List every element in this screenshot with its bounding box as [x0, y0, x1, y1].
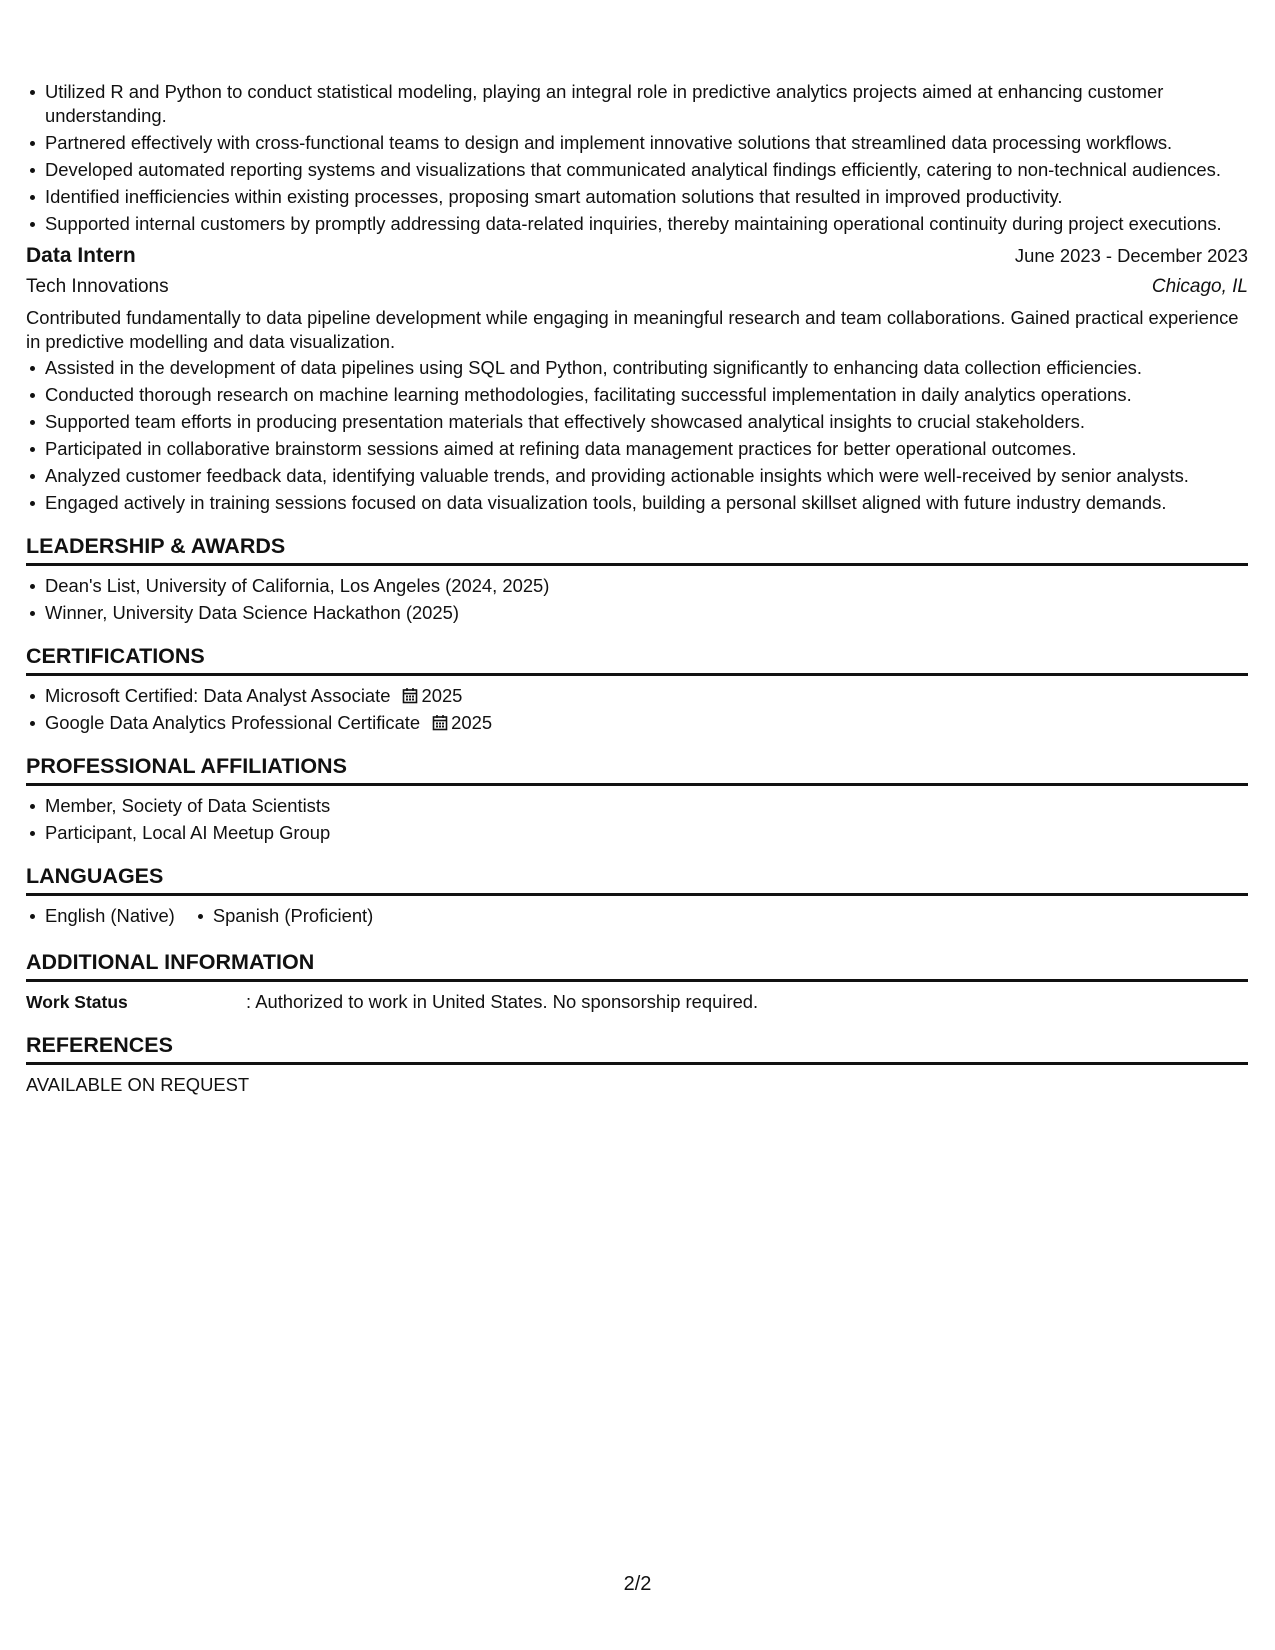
- section-references: [26, 1030, 1248, 1097]
- job-subheader: [26, 272, 1248, 302]
- work-status-value: : Authorized to work in United States. No sponsorship required.: [246, 991, 759, 1012]
- job-title: Data Intern: [26, 244, 136, 267]
- list-item: Identified inefficiencies within existing processes, proposing smart automation solutions that resulted in improved productivity.: [45, 185, 1248, 209]
- section-certifications: [26, 641, 1248, 735]
- job-header: [26, 240, 1248, 272]
- job-location: Chicago, IL: [1151, 276, 1248, 297]
- list-item: Conducted thorough research on machine learning methodologies, facilitating successful implementation in daily analytics operations.: [45, 383, 1248, 407]
- page-number: 2/2: [623, 1573, 652, 1595]
- list-item: Utilized R and Python to conduct statistical modeling, playing an integral role in predictive analytics projects aimed at enhancing customer understanding.: [45, 80, 1248, 128]
- job-bullets: [26, 356, 1248, 515]
- list-item: Supported internal customers by promptly addressing data-related inquiries, thereby maintaining operational continuity during project executions.: [45, 212, 1248, 236]
- work-status-label: Work Status: [26, 992, 128, 1012]
- work-status-row: [26, 990, 1248, 1014]
- list-item: Developed automated reporting systems and visualizations that communicated analytical findings efficiently, catering to non-technical audiences.: [45, 158, 1248, 182]
- list-item: [45, 684, 1248, 708]
- section-title: REFERENCES: [26, 1030, 1248, 1065]
- calendar-icon: [402, 686, 418, 703]
- certifications-list: [26, 684, 1248, 735]
- section-additional-info: [26, 947, 1248, 1014]
- certification-year: 2025: [451, 712, 493, 733]
- list-item: Member, Society of Data Scientists: [45, 794, 1248, 818]
- languages-list: [26, 904, 1248, 931]
- list-item: Assisted in the development of data pipelines using SQL and Python, contributing significantly to enhancing data collection efficiencies.: [45, 356, 1248, 380]
- previous-job-bullets: [26, 80, 1248, 236]
- list-item: Winner, University Data Science Hackathon (2025): [45, 601, 1248, 625]
- section-title: LANGUAGES: [26, 861, 1248, 896]
- section-title: LEADERSHIP & AWARDS: [26, 531, 1248, 566]
- section-title: PROFESSIONAL AFFILIATIONS: [26, 751, 1248, 786]
- certification-name: Microsoft Certified: Data Analyst Associate: [45, 685, 391, 706]
- section-affiliations: [26, 751, 1248, 845]
- section-title: CERTIFICATIONS: [26, 641, 1248, 676]
- certification-year: 2025: [421, 685, 463, 706]
- calendar-icon: [432, 713, 448, 730]
- affiliations-list: [26, 794, 1248, 845]
- references-text: AVAILABLE ON REQUEST: [26, 1074, 250, 1095]
- company-name: Tech Innovations: [26, 276, 169, 297]
- section-languages: [26, 861, 1248, 931]
- section-title: ADDITIONAL INFORMATION: [26, 947, 1248, 982]
- job-entry-data-intern: [26, 240, 1248, 515]
- list-item: Participated in collaborative brainstorm sessions aimed at refining data management practices for better operational outcomes.: [45, 437, 1248, 461]
- list-item: Analyzed customer feedback data, identifying valuable trends, and providing actionable insights which were well-received by senior analysts.: [45, 464, 1248, 488]
- list-item: Partnered effectively with cross-functional teams to design and implement innovative solutions that streamlined data processing workflows.: [45, 131, 1248, 155]
- job-summary: Contributed fundamentally to data pipeline development while engaging in meaningful research and team collaborations. Gained practical experience in predictive modelling and data visualization.: [26, 307, 1239, 352]
- job-dates: June 2023 - December 2023: [1014, 245, 1248, 266]
- list-item: English (Native): [45, 905, 175, 926]
- certification-name: Google Data Analytics Professional Certificate: [45, 712, 421, 733]
- list-item: Participant, Local AI Meetup Group: [45, 821, 1248, 845]
- section-leadership: [26, 531, 1248, 625]
- list-item: Spanish (Proficient): [212, 905, 374, 926]
- list-item: Engaged actively in training sessions focused on data visualization tools, building a personal skillset aligned with future industry demands.: [45, 491, 1248, 515]
- list-item: Supported team efforts in producing presentation materials that effectively showcased analytical insights to crucial stakeholders.: [45, 410, 1248, 434]
- leadership-list: [26, 574, 1248, 625]
- list-item: Dean's List, University of California, Los Angeles (2024, 2025): [45, 574, 1248, 598]
- list-item: [45, 711, 1248, 735]
- resume-page-2: [26, 80, 1248, 1097]
